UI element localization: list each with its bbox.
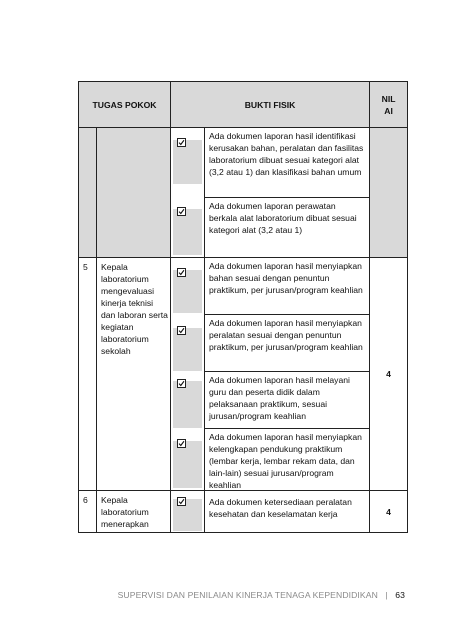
task-cell: Kepala laboratorium mengevaluasi kinerja teknisi dan laboran serta kegiatan laboratorium sekolah xyxy=(97,258,171,491)
page-number: 63 xyxy=(395,590,405,600)
evidence-cell xyxy=(205,258,370,491)
checkbox[interactable] xyxy=(177,207,186,216)
checkmark-icon xyxy=(178,380,185,387)
evidence-item: Ada dokumen laporan hasil identifikasi kerusakan bahan, peralatan dan fasilitas laboratorium dibuat sesuai kategori alat (3,2 atau 1) dan klasifikasi bahan umum xyxy=(209,131,364,177)
evidence-item: Ada dokumen laporan perawatan berkala alat laboratorium dibuat sesuai kategori alat (3,2 atau 1) xyxy=(205,197,369,257)
checkbox[interactable] xyxy=(177,268,186,277)
checkmark-icon xyxy=(178,269,185,276)
checkbox[interactable] xyxy=(177,326,186,335)
score-cell: 4 xyxy=(370,258,408,491)
checkbox[interactable] xyxy=(177,497,186,506)
evidence-cell xyxy=(205,491,370,533)
task-cell xyxy=(97,128,171,258)
task-cell: Kepala laboratorium menerapkan xyxy=(97,491,171,533)
checkmark-icon xyxy=(178,139,185,146)
number-cell xyxy=(79,128,97,258)
evidence-item: Ada dokumen laporan hasil melayani guru dan peserta didik dalam pelaksanaan praktikum, sesuai jurusan/program keahlian xyxy=(205,371,369,428)
checkbox[interactable] xyxy=(177,439,186,448)
checkmark-icon xyxy=(178,208,185,215)
checkmark-icon xyxy=(178,498,185,505)
checkbox-cell xyxy=(171,258,205,491)
footer-separator: | xyxy=(385,590,388,600)
header-score: NIL AI xyxy=(370,82,408,128)
checkbox-shade xyxy=(173,381,202,428)
evidence-cell xyxy=(205,128,370,258)
table-row-6 xyxy=(79,491,408,533)
checkbox[interactable] xyxy=(177,138,186,147)
number-cell: 5 xyxy=(79,258,97,491)
checkbox-cell xyxy=(171,491,205,533)
checkmark-icon xyxy=(178,327,185,334)
table-row-continued xyxy=(79,128,408,258)
evidence-item: Ada dokumen ketersediaan peralatan kesehatan dan keselamatan kerja xyxy=(209,497,352,519)
table-row-5 xyxy=(79,258,408,491)
evidence-item: Ada dokumen laporan hasil menyiapkan peralatan sesuai dengan penuntun praktikum, per jurusan/program keahlian xyxy=(205,314,369,371)
evidence-item: Ada dokumen laporan hasil menyiapkan bahan sesuai dengan penuntun praktikum, per jurusan/program keahlian xyxy=(209,261,363,295)
header-evidence: BUKTI FISIK xyxy=(171,82,370,128)
score-cell: 4 xyxy=(370,491,408,533)
footer-title: SUPERVISI DAN PENILAIAN KINERJA TENAGA KEPENDIDIKAN xyxy=(117,590,378,600)
header-task: TUGAS POKOK xyxy=(79,82,171,128)
checkmark-icon xyxy=(178,440,185,447)
checkbox-cell xyxy=(171,128,205,258)
table-header-row xyxy=(79,82,408,128)
score-cell xyxy=(370,128,408,258)
checkbox[interactable] xyxy=(177,379,186,388)
checkbox-shade xyxy=(173,441,202,488)
evaluation-table xyxy=(78,81,408,533)
number-cell: 6 xyxy=(79,491,97,533)
evidence-item: Ada dokumen laporan hasil menyiapkan kelengkapan pendukung praktikum (lembar kerja, lembar rekam data, dan lain-lain) sesuai jurusan/program keahlian xyxy=(205,428,369,490)
page-footer xyxy=(0,590,405,600)
